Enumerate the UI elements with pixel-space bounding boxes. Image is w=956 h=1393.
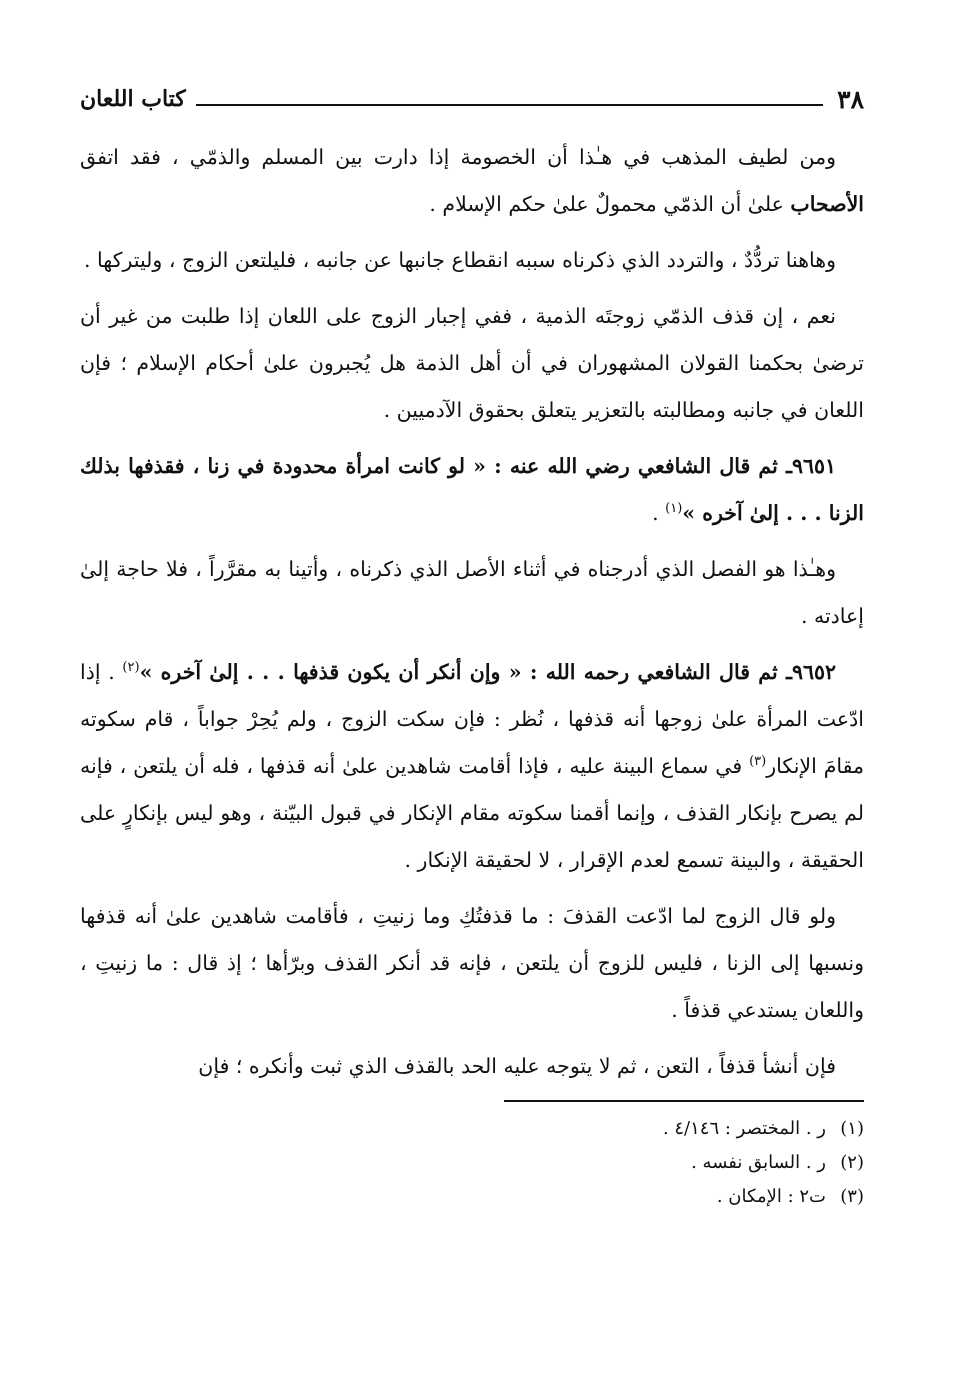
footnote-2: (٢) ر . السابق نفسه .	[691, 1152, 864, 1173]
paragraph-1: ومن لطيف المذهب في هـٰذا أن الخصومة إذا دارت بين المسلم والذمّي ، فقد اتفق الأصحاب علىٰ أن الذمّي محمولٌ علىٰ حكم الإسلام .	[80, 145, 864, 216]
page-header	[80, 78, 864, 120]
paragraph-3: نعم ، إن قذف الذمّي زوجتَه الذمية ، ففي إجبار الزوج على اللعان إذا طلبت من غير أن ترضىٰ بحكمنا القولان المشهوران في أن أهل الذمة هل يُجبرون علىٰ أحكام الإسلام ؛ فإن اللعان في جانبه ومطالبته بالتعزير يتعلق بحقوق الآدميين .	[80, 304, 864, 422]
footnote-1: (١) ر . المختصر : ٤/١٤٦ .	[662, 1118, 864, 1139]
footnote-ref: (٣)	[749, 754, 767, 770]
footnote-rule	[504, 1100, 864, 1102]
paragraph-2: وهاهنا تردُّدٌ ، والتردد الذي ذكرناه سببه انقطاع جانبها عن جانبه ، فليلتعن الزوج ، وليتركها .	[84, 248, 836, 272]
paragraph-5: وهـٰذا هو الفصل الذي أدرجناه في أثناء الأصل الذي ذكرناه ، وأتينا به مقرَّراً ، فلا حاجة إلىٰ إعادته .	[80, 557, 864, 628]
footnote-ref: (٢)	[122, 660, 140, 676]
paragraph-9652: ٩٦٥٢ـ ثم قال الشافعي رحمه الله : « وإن أنكر أن يكون قذفها . . . إلىٰ آخره »$^{(٢)}$ . إذا ادّعت المرأة علىٰ زوجها أنه قذفها ، نُظر : فإن سكت الزوج ، ولم يُحِرْ جواباً ، قام سكوته مقامَ الإنكار$^{(٣)}$ في سماع البينة عليه ، فإذا أقامت شاهدين علىٰ أنه قذفها ، فله أن يلتعن ، فإنه لم يصرح بإنكار القذف ، وإنما أقمنا سكوته مقام الإنكار في قبول البيّنة ، وهو ليس بإنكارٍ على الحقيقة ، والبينة تسمع لعدم الإقرار ، لا لحقيقة الإنكار .	[80, 660, 864, 872]
paragraph-9651: ٩٦٥١ـ ثم قال الشافعي رضي الله عنه : « لو كانت امرأة محدودة في زنا ، فقذفها بذلك الزنا . . . إلىٰ آخره »$^{(١)}$ .	[80, 454, 864, 525]
footnote-3: (٣) ت٢ : الإمكان .	[716, 1186, 864, 1207]
paragraph-7: ولو قال الزوج لما ادّعت القذفَ : ما قذفتُكِ وما زنيتِ ، فأقامت شاهدين علىٰ أنه قذفها ونسبها إلى الزنا ، فليس للزوج أن يلتعن ، فإنه قد أنكر القذف وبرّأها ؛ إذ قال : ما زنيتِ ، واللعان يستدعي قذفاً .	[80, 904, 864, 1022]
page-number: ٣٨	[837, 84, 864, 114]
running-title: كتاب اللعان	[80, 86, 186, 112]
section-heading: ٩٦٥١ـ ثم قال الشافعي رضي الله عنه : « لو كانت امرأة محدودة في زنا ، فقذفها بذلك الزنا . . . إلىٰ آخره »	[80, 454, 864, 525]
footnote-ref: (١)	[665, 501, 683, 517]
header-rule	[196, 104, 823, 106]
footnotes	[80, 1112, 864, 1214]
body-text	[80, 134, 864, 1090]
bold-term: الأصحاب	[790, 192, 864, 216]
book-page	[80, 78, 864, 1214]
paragraph-8: فإن أنشأ قذفاً ، التعن ، ثم لا يتوجه عليه الحد بالقذف الذي ثبت وأنكره ؛ فإن	[198, 1054, 836, 1078]
section-heading: ٩٦٥٢ـ ثم قال الشافعي رحمه الله : « وإن أنكر أن يكون قذفها . . . إلىٰ آخره »	[139, 660, 837, 684]
